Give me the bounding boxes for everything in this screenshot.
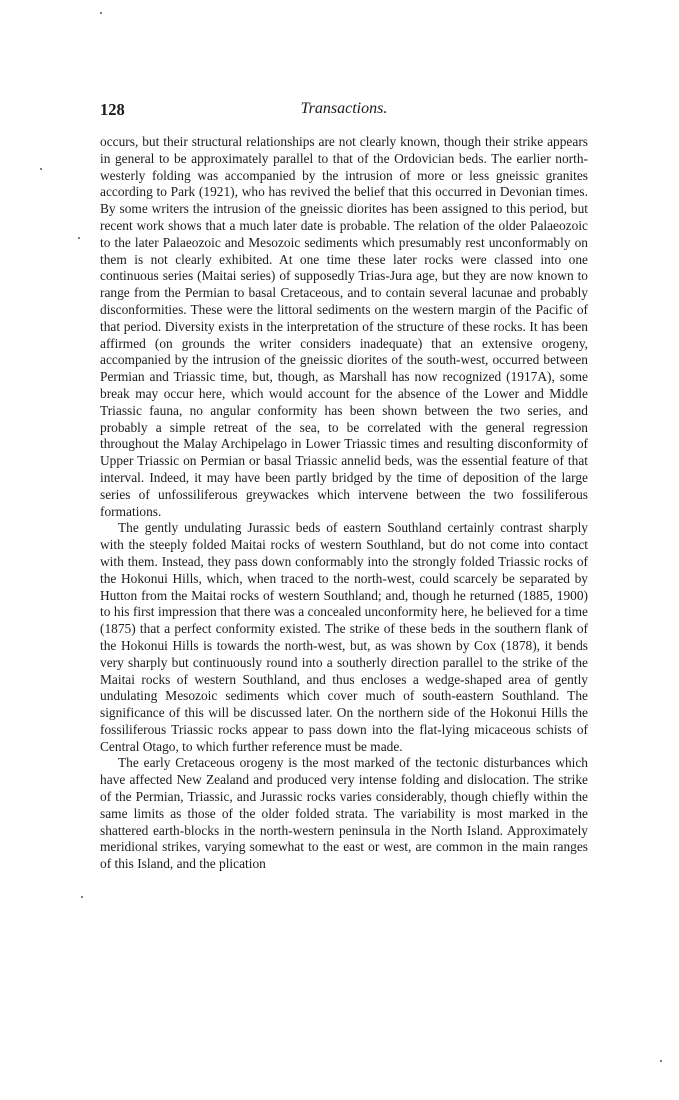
scan-speck	[100, 12, 102, 14]
scan-speck	[81, 896, 83, 898]
body-text	[100, 134, 588, 873]
scan-speck	[660, 1060, 662, 1062]
paragraph-3: The early Cretaceous orogeny is the most marked of the tectonic disturbances which have affected New Zealand and produced very intense folding and dislocation. The strike of the Permian, Triassic, and Jurassic rocks varies considerably, though chiefly within the same limits as those of the older folded strata. The variability is most marked in the shattered earth-blocks in the north-western peninsula in the North Island. Approximately meridional strikes, varying somewhat to the east or west, are common in the main ranges of this Island, and the plication	[100, 755, 588, 872]
running-title: Transactions.	[300, 100, 388, 117]
page-number: 128	[100, 100, 125, 119]
scan-speck	[78, 237, 80, 239]
paragraph-2: The gently undulating Jurassic beds of eastern Southland certainly contrast sharply with the steeply folded Maitai rocks of western Southland, but do not come into contact with them. Instead, they pass down conformably into the strongly folded Triassic rocks of the Hokonui Hills, which, when traced to the north-west, could scarcely be separated by Hutton from the Maitai rocks of western Southland; and, though he returned (1885, 1900) to his first impression that there was a concealed unconformity here, he believed for a time (1875) that a perfect conformity existed. The strike of these beds in the southern flank of the Hokonui Hills is towards the north-west, but, as was shown by Cox (1878), it bends very sharply but continuously round into a southerly direction parallel to the strike of the Maitai rocks of western Southland, and thus encloses a wedge-shaped area of gently undulating Mesozoic sediments which cover much of south-eastern Southland. The significance of this will be discussed later. On the northern side of the Hokonui Hills the fossiliferous Triassic rocks appear to pass down into the flat-lying micaceous schists of Central Otago, to which further reference must be made.	[100, 520, 588, 754]
scan-speck	[40, 168, 42, 170]
paragraph-1: occurs, but their structural relationships are not clearly known, though their strike appears in general to be approximately parallel to that of the Ordovician beds. The earlier north-westerly folding was accompanied by the intrusion of more or less gneissic granites according to Park (1921), who has revived the belief that this occurred in Devonian times. By some writers the intrusion of the gneissic diorites has been assigned to this period, but recent work shows that a much later date is probable. The relation of the older Palaeozoic to the later Palaeozoic and Mesozoic sediments which presumably rest unconformably on them is not clearly exhibited. At one time these later rocks were classed into one continuous series (Maitai series) of supposedly Trias-Jura age, but they are now known to range from the Permian to basal Cretaceous, and to contain several lacunae and probably disconformities. These were the littoral sediments on the western margin of the Pacific of that period. Diversity exists in the interpretation of the structure of these rocks. It has been affirmed (on grounds the writer considers inadequate) that an extensive orogeny, accompanied by the intrusion of the gneissic diorites of the south-west, occurred between Permian and Triassic time, but, though, as Marshall has now recognized (1917A), some break may occur here, which would account for the absence of the Lower and Middle Triassic fauna, no angular conformity has been shown between the two series, and probably a simple retreat of the sea, to be correlated with the general regression throughout the Malay Archipelago in Lower Triassic times and resulting disconformity of Upper Triassic on Permian or basal Triassic annelid beds, was the essential feature of that interval. Indeed, it may have been partly bridged by the time of deposition of the large series of unfossiliferous greywackes which intervene between the two fossiliferous formations.	[100, 134, 588, 519]
page-header	[100, 100, 588, 122]
